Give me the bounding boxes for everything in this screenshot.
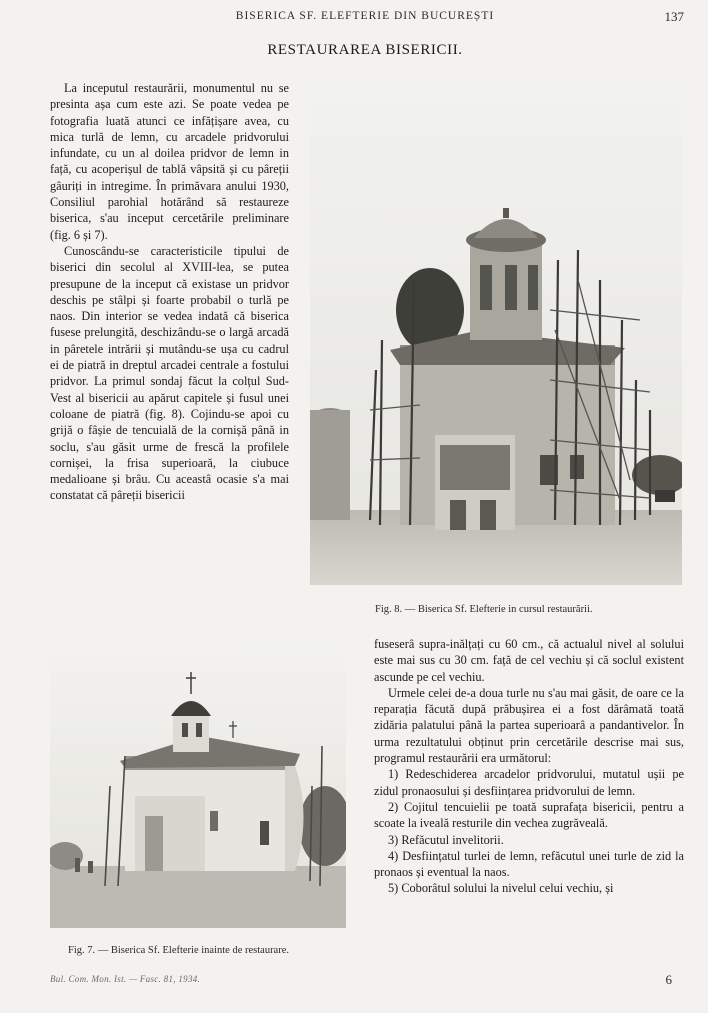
journal-footer: Bul. Com. Mon. Ist. — Fasc. 81, 1934. xyxy=(50,974,201,984)
list-item: 3) Refăcutul invelitorii. xyxy=(388,832,504,847)
section-title: RESTAURAREA BISERICII. xyxy=(267,42,463,58)
figure-8-caption: Fig. 8. — Biserica Sf. Elefterie in cursul restaurării. xyxy=(375,604,593,615)
running-title: BISERICA SF. ELEFTERIE DIN BUCUREȘTI xyxy=(235,10,495,22)
figure-8-photo xyxy=(310,80,682,585)
paragraph: La inceputul restaurării, monumentul nu se presinta așa cum este azi. Se poate vedea pe fotografia luată atunci ce infățișare avea, cu mica turlă de lemn, cu arcadele pridvorului infundate, cu un al doilea pridvor de lemn in față, cu acoperișul de tablă vâpsită și cu pâreții gâuriți in intregime. În primăvara anului 1930, Consiliul parohial hotărând să restaureze biserica, s'au inceput cercetările preliminare (fig. 6 și 7). xyxy=(50,81,289,242)
left-text-column xyxy=(50,80,289,504)
paragraph: fuseserâ supra-inălțați cu 60 cm., că actualul nivel al solului este mai sus cu 30 cm. față de cel vechiu și că soclul existent ascunde pe cel vechiu. xyxy=(374,637,684,684)
list-item: 1) Redeschiderea arcadelor pridvorului, mutatul ușii pe zidul pronaosului și desființarea pridvorului de lemn. xyxy=(374,767,684,798)
church-before-restoration-image xyxy=(50,626,346,928)
signature-mark: 6 xyxy=(665,972,672,987)
paragraph: Cunoscându-se caracteristicile tipului de biserici din secolul al XVIII-lea, se putea presupune de la inceput că existase un pridvor deschis pe stâlpi și foarte probabil o turlă pe naos. Din interior se vedea indată că biserica fusese prelungită, deschizându-se o largă arcadă in pâretele intrării și mutându-se ușa cu cadrul ei de piatră in dreptul arcadei centrale a fostului pridvor. La primul sondaj făcut la colțul Sud-Vest al bisericii au apărut capitele și fusul unei coloane de piatră (fig. 8). Cojindu-se apoi cu grijă o fâșie de tencuială de la cornișă până in soclu, s'au găsit urme de frescă la profilele cornișei, la frisa superioară, la ciubuce medalioane și brâu. Cu aceastâ ocasie s'a mai constatat că pâreții bisericii xyxy=(50,243,289,503)
right-text-column xyxy=(374,636,684,897)
list-item: 2) Cojitul tencuielii pe toată suprafața bisericii, pentru a scoate la iveală resturile din vechea zugrăveală. xyxy=(374,799,684,831)
list-item: 5) Coborâtul solului la nivelul celui vechiu, și xyxy=(388,881,614,896)
list-item: 4) Desființatul turlei de lemn, refăcutul unei turle de zid la pronaos și eventual la naos. xyxy=(374,848,684,880)
page-number: 137 xyxy=(664,9,684,24)
figure-7-caption: Fig. 7. — Biserica Sf. Elefterie inainte de restaurare. xyxy=(68,945,290,956)
church-scaffolding-image xyxy=(310,80,682,585)
paragraph: Urmele celei de-a doua turle nu s'au mai găsit, de oare ce la reparația făcută după prăbușirea ei a fost dărâmată toată zidăria palatului până la partea superioarâ a pandantivelor. În urma rezultatului obținut prin cercetările descrise mai sus, programul restaurării era următorul: xyxy=(374,685,684,766)
figure-7-photo xyxy=(50,626,346,928)
